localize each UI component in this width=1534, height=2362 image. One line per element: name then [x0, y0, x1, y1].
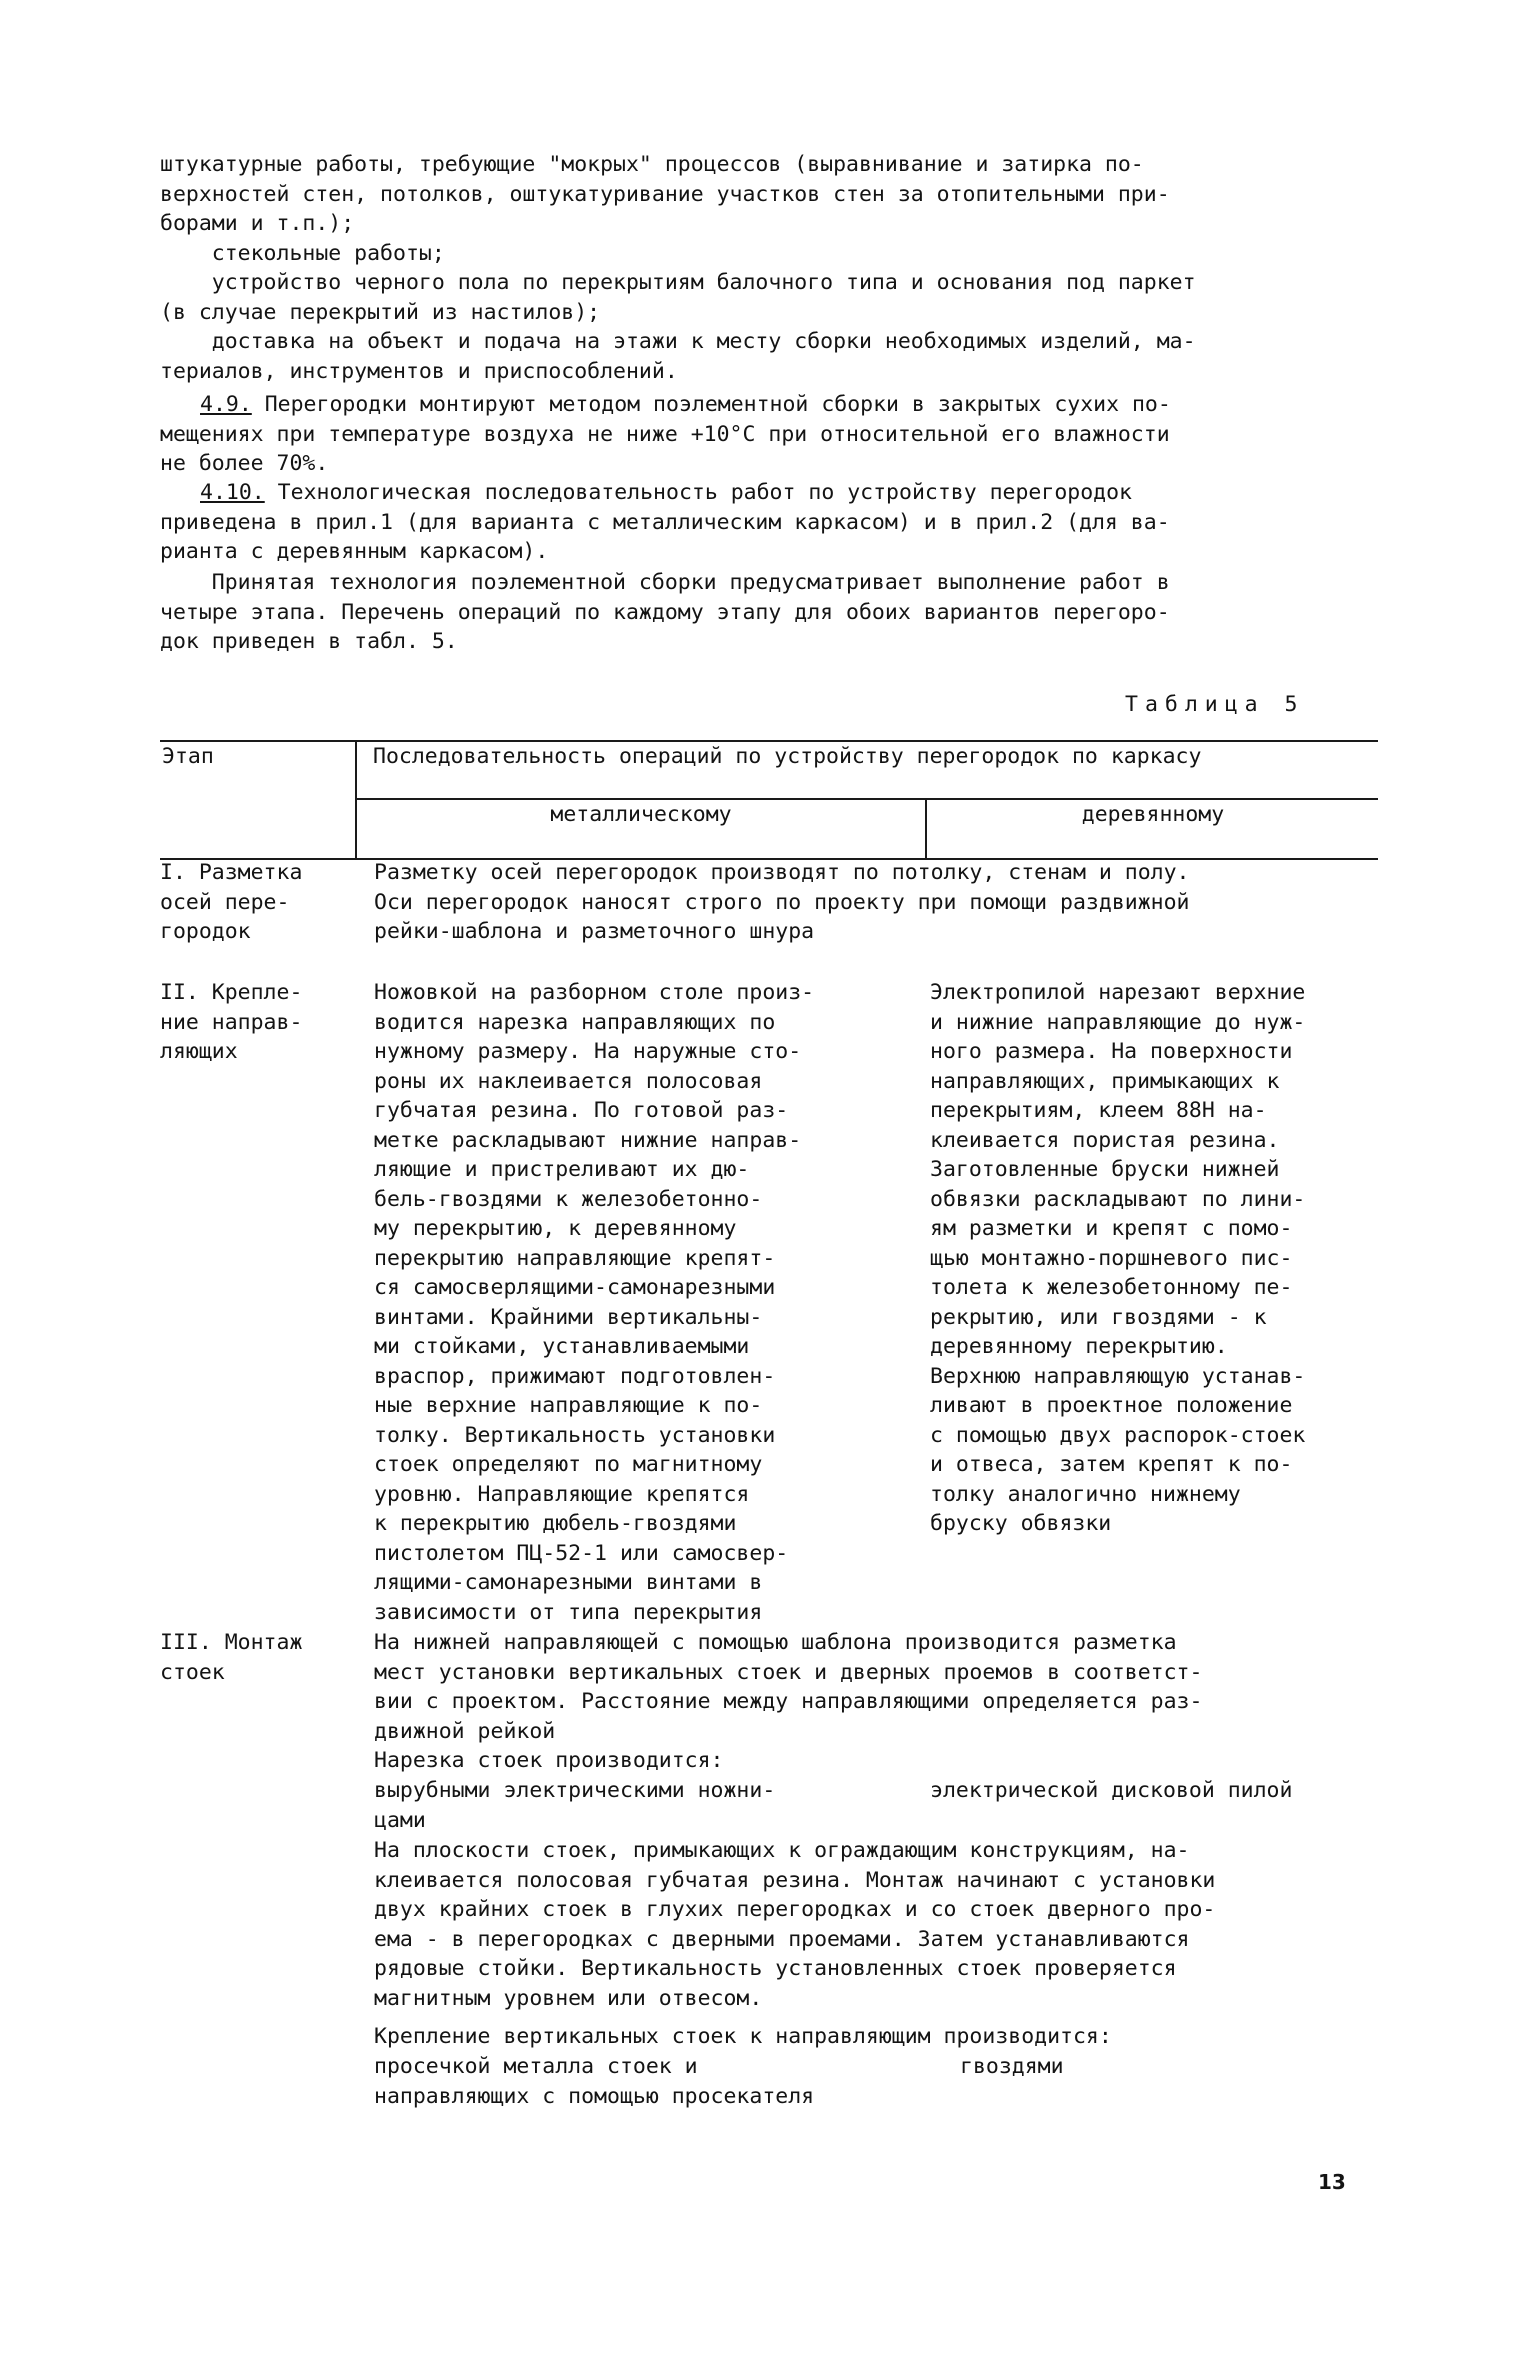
- stage-3-name: III. Монтаж стоек: [160, 1630, 303, 1685]
- stage-3-cut-metal: вырубными электрическими ножни- цами: [374, 1778, 776, 1833]
- stage-3-fixing-intro: Крепление вертикальных стоек к направляющим производится:: [374, 2024, 1112, 2049]
- text-line: устройство черного пола по перекрытиям балочного типа и основания под паркет: [160, 270, 1196, 295]
- text-line: Перегородки монтируют методом поэлементной сборки в закрытых сухих по-: [251, 392, 1171, 417]
- paragraph-number: 4.9.: [200, 392, 252, 417]
- paragraph-4-9: [160, 390, 1360, 479]
- text-line: борами и т.п.);: [160, 211, 355, 236]
- paragraph-number: 4.10.: [200, 480, 265, 505]
- stage-2-wood-operations: Электропилой нарезают верхние и нижние направляющие до нуж- ного размера. На поверхности направляющих, примыкающих к перекрытиям, клеем 88Н на- клеивается пористая резина. Заготовленные бруски нижней обвязки раскладывают по лини- ям разметки и крепят с помо- щью монтажно-поршневого пис- толета к железобетонному пе- рекрытию, или гвоздями - к деревянному перекрытию. Верхнюю направляющую устанав- ливают в проектное положение с помощью двух распорок-стоек и отвеса, затем крепят к по- толку аналогично нижнему бруску обвязки: [930, 980, 1306, 1536]
- intro-paragraph: [160, 150, 1360, 386]
- stage-3-mounting-text: На плоскости стоек, примыкающих к ограждающим конструкциям, на- клеивается полосовая губчатая резина. Монтаж начинают с установки двух крайних стоек в глухих перегородках и со стоек дверного про- ема - в перегородках с дверными проемами. Затем устанавливаются рядовые стойки. Вертикальность установленных стоек проверяется магнитным уровнем или отвесом.: [374, 1838, 1216, 2011]
- text-line: рианта с деревянным каркасом).: [160, 539, 549, 564]
- text-line: Технологическая последовательность работ по устройству перегородок: [264, 480, 1132, 505]
- stage-2-name: II. Крепле- ние направ- ляющих: [160, 980, 303, 1064]
- text-line: штукатурные работы, требующие "мокрых" процессов (выравнивание и затирка по-: [160, 152, 1144, 177]
- stage-3-fixing-metal: просечкой металла стоек и направляющих с помощью просекателя: [374, 2054, 815, 2109]
- table-stage-divider: [355, 740, 357, 858]
- stage-1-name: I. Разметка осей пере- городок: [160, 860, 303, 944]
- table-caption: Таблица 5: [1125, 692, 1305, 717]
- stage-1-operations: Разметку осей перегородок производят по потолку, стенам и полу. Оси перегородок наносят строго по проекту при помощи раздвижной рейки-шаблона и разметочного шнура: [374, 860, 1190, 944]
- table-variant-divider: [925, 798, 927, 858]
- text-line: доставка на объект и подача на этажи к месту сборки необходимых изделий, ма-: [160, 329, 1196, 354]
- paragraph-technology: [160, 568, 1360, 657]
- paragraph-4-10: [160, 478, 1360, 567]
- text-line: Принятая технология поэлементной сборки предусматривает выполнение работ в: [160, 570, 1170, 595]
- text-line: верхностей стен, потолков, оштукатуривание участков стен за отопительными при-: [160, 181, 1170, 207]
- text-line: (в случае перекрытий из настилов);: [160, 299, 601, 325]
- text-line: док приведен в табл. 5.: [160, 629, 458, 654]
- stage-3-marking-text: На нижней направляющей с помощью шаблона производится разметка мест установки вертикальных стоек и дверных проемов в соответст- вии с проектом. Расстояние между направляющими определяется раз- движной рейкой Нарезка стоек производится:: [374, 1630, 1203, 1773]
- text-line: териалов, инструментов и приспособлений.: [160, 358, 678, 384]
- column-header-metal: металлическому: [550, 802, 732, 827]
- text-line: четыре этапа. Перечень операций по каждому этапу для обоих вариантов перегоро-: [160, 599, 1170, 625]
- column-header-wood: деревянному: [1081, 802, 1225, 827]
- stage-3-cut-wood: электрической дисковой пилой: [930, 1778, 1293, 1803]
- text-line: не более 70%.: [160, 451, 329, 476]
- page-number: 13: [1318, 2170, 1346, 2194]
- column-header-operations: Последовательность операций по устройству перегородок по каркасу: [373, 744, 1202, 769]
- stage-3-fixing-wood: гвоздями: [960, 2054, 1064, 2079]
- text-line: приведена в прил.1 (для варианта с металлическим каркасом) и в прил.2 (для ва-: [160, 509, 1170, 535]
- column-header-stage: Этап: [162, 744, 214, 769]
- text-line: мещениях при температуре воздуха не ниже +10°С при относительной его влажности: [160, 421, 1170, 447]
- stage-2-metal-operations: Ножовкой на разборном столе произ- водится нарезка направляющих по нужному размеру. На наружные сто- роны их наклеивается полосовая губчатая резина. По готовой раз- метке раскладывают нижние направ- ляющие и пристреливают их дю- бель-гвоздями к железобетонно- му перекрытию, к деревянному перекрытию направляющие крепят- ся самосверлящими-самонарезными винтами. Крайними вертикальны- ми стойками, устанавливаемыми враспор, прижимают подготовлен- ные верхние направляющие к по- толку. Вертикальность установки стоек определяют по магнитному уровню. Направляющие крепятся к перекрытию дюбель-гвоздями пистолетом ПЦ-52-1 или самосвер- лящими-самонарезными винтами в зависимости от типа перекрытия: [374, 980, 815, 1625]
- text-line: стекольные работы;: [160, 240, 445, 266]
